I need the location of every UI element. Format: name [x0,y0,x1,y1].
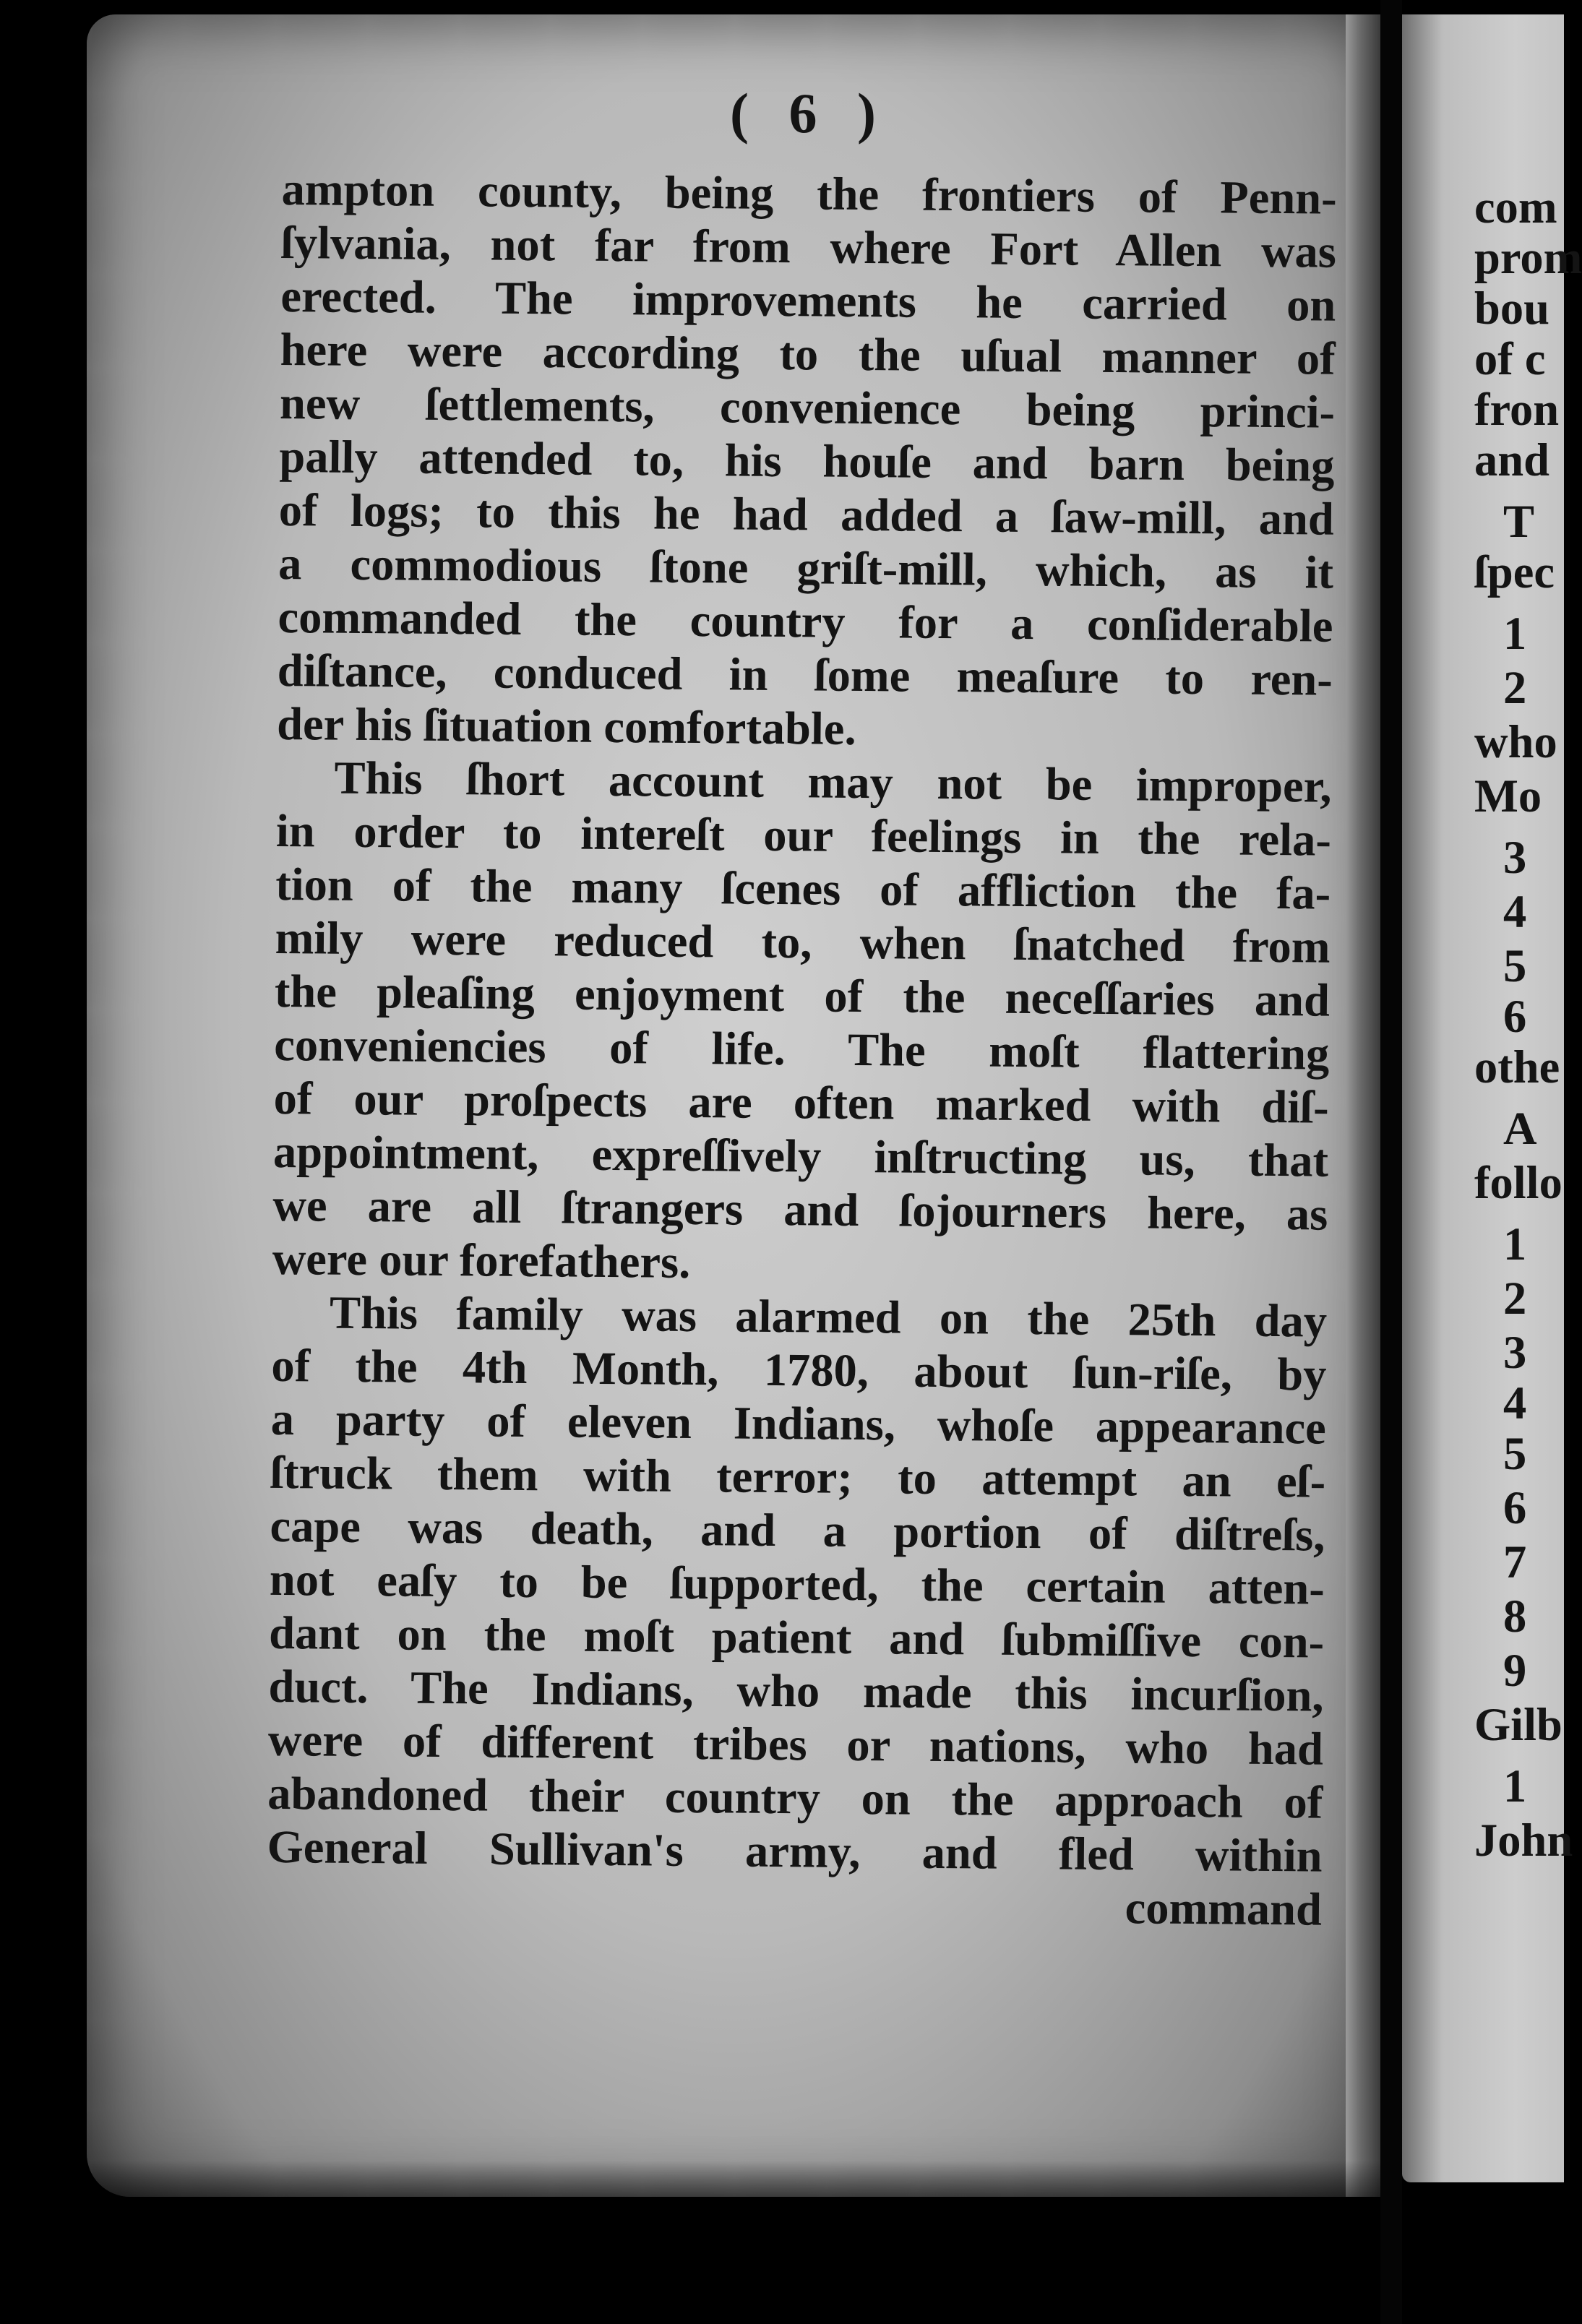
partial-text-line: 5 [1503,940,1527,991]
text-line: abandoned their country on the approach of [267,1767,1323,1828]
text-line: ſtruck them with terror; to attempt an eſ- [270,1446,1326,1507]
partial-text-line: fron [1474,384,1560,435]
text-line: not eaſy to be ſupported, the certain atten- [269,1553,1325,1614]
text-line: mily were reduced to, when ſnatched from [275,911,1330,973]
page-bottom-shadow [87,2161,1380,2211]
page-gutter-edge [1346,14,1380,2197]
text-line: new ſettlements, convenience being princi- [279,376,1336,438]
partial-text-line: John [1474,1815,1573,1866]
partial-text-line: com [1474,181,1557,233]
partial-text-line: 6 [1503,1482,1527,1533]
partial-text-line: T [1503,496,1535,547]
partial-text-line: 3 [1503,1327,1527,1378]
text-line: of logs; to this he had added a ſaw-mill, and [278,483,1335,545]
text-line: dant on the moſt patient and ſubmiſſive con- [268,1606,1325,1668]
text-line: tion of the many ſcenes of affliction the fa- [275,858,1331,919]
text-line: pally attended to, his houſe and barn being [279,430,1335,491]
partial-text-line: 5 [1503,1428,1527,1479]
partial-text-line: 1 [1503,608,1527,659]
partial-text-line: 3 [1503,832,1527,883]
left-page-body-text [267,163,1337,1937]
partial-text-line: 1 [1503,1218,1527,1270]
text-line: ſylvania, not far from where Fort Allen was [280,216,1337,277]
partial-text-line: 1 [1503,1760,1527,1812]
partial-text-line: 4 [1503,1377,1527,1429]
page-number-header: ( 6 ) [730,82,889,145]
text-line: diſtance, conduced in ſome meaſure to ren- [277,644,1333,705]
partial-text-line: 7 [1503,1536,1527,1588]
partial-text-line: 2 [1503,1273,1527,1324]
text-line: erected. The improvements he carried on [280,270,1336,331]
text-line: were of different tribes or nations, who had [267,1713,1324,1775]
text-line: ampton county, being the frontiers of Penn- [281,163,1337,224]
partial-text-line: ſpec [1474,546,1555,598]
text-line: a party of eleven Indians, whoſe appearance [270,1393,1327,1454]
text-line: duct. The Indians, who made this incurſion, [268,1660,1324,1721]
text-line: General Sullivan's army, and fled within [267,1820,1323,1882]
partial-text-line: bou [1474,283,1549,334]
text-line: in order to intereſt our feelings in the rela- [275,804,1332,866]
partial-text-line: A [1503,1103,1537,1154]
text-line: conveniencies of life. The moſt flattering [274,1018,1330,1080]
partial-text-line: 9 [1503,1645,1527,1696]
text-line: der his ſituation comfortable. [276,697,856,754]
partial-text-line: Mo [1474,770,1542,822]
partial-text-line: 2 [1503,662,1527,713]
partial-text-line: othe [1474,1041,1560,1093]
text-line: we are all ſtrangers and ſojourners here, as [272,1179,1328,1240]
text-line: commanded the country for a conſiderable [278,590,1333,652]
partial-text-line: Gilb [1474,1699,1562,1750]
partial-text-line: 8 [1503,1591,1527,1642]
text-line: This ſhort account may not be improper, [334,752,1332,812]
partial-text-line: follo [1474,1157,1562,1208]
text-line: of our proſpects are often marked with diſ- [273,1072,1329,1133]
text-line: here were according to the uſual manner of [280,323,1336,384]
text-line: appointment, expreſſively inſtructing us, that [272,1125,1329,1187]
text-line: command [1125,1882,1323,1935]
text-line: a commodious ſtone griſt-mill, which, as it [278,537,1334,598]
partial-text-line: 6 [1503,991,1527,1042]
partial-text-line: who [1474,716,1557,767]
text-line: This family was alarmed on the 25th day [329,1286,1328,1347]
text-line: cape was death, and a portion of diſtreſs, [270,1499,1325,1561]
text-line: were our forefathers. [272,1232,691,1288]
text-line: the pleaſing enjoyment of the neceſſaries and [274,965,1330,1026]
partial-text-line: prom [1474,232,1582,283]
book-spine [1380,0,1402,2324]
partial-text-line: 4 [1503,886,1527,937]
partial-text-line: of c [1474,333,1546,384]
partial-text-line: and [1474,434,1549,486]
text-line: of the 4th Month, 1780, about ſun-riſe, by [271,1339,1327,1400]
